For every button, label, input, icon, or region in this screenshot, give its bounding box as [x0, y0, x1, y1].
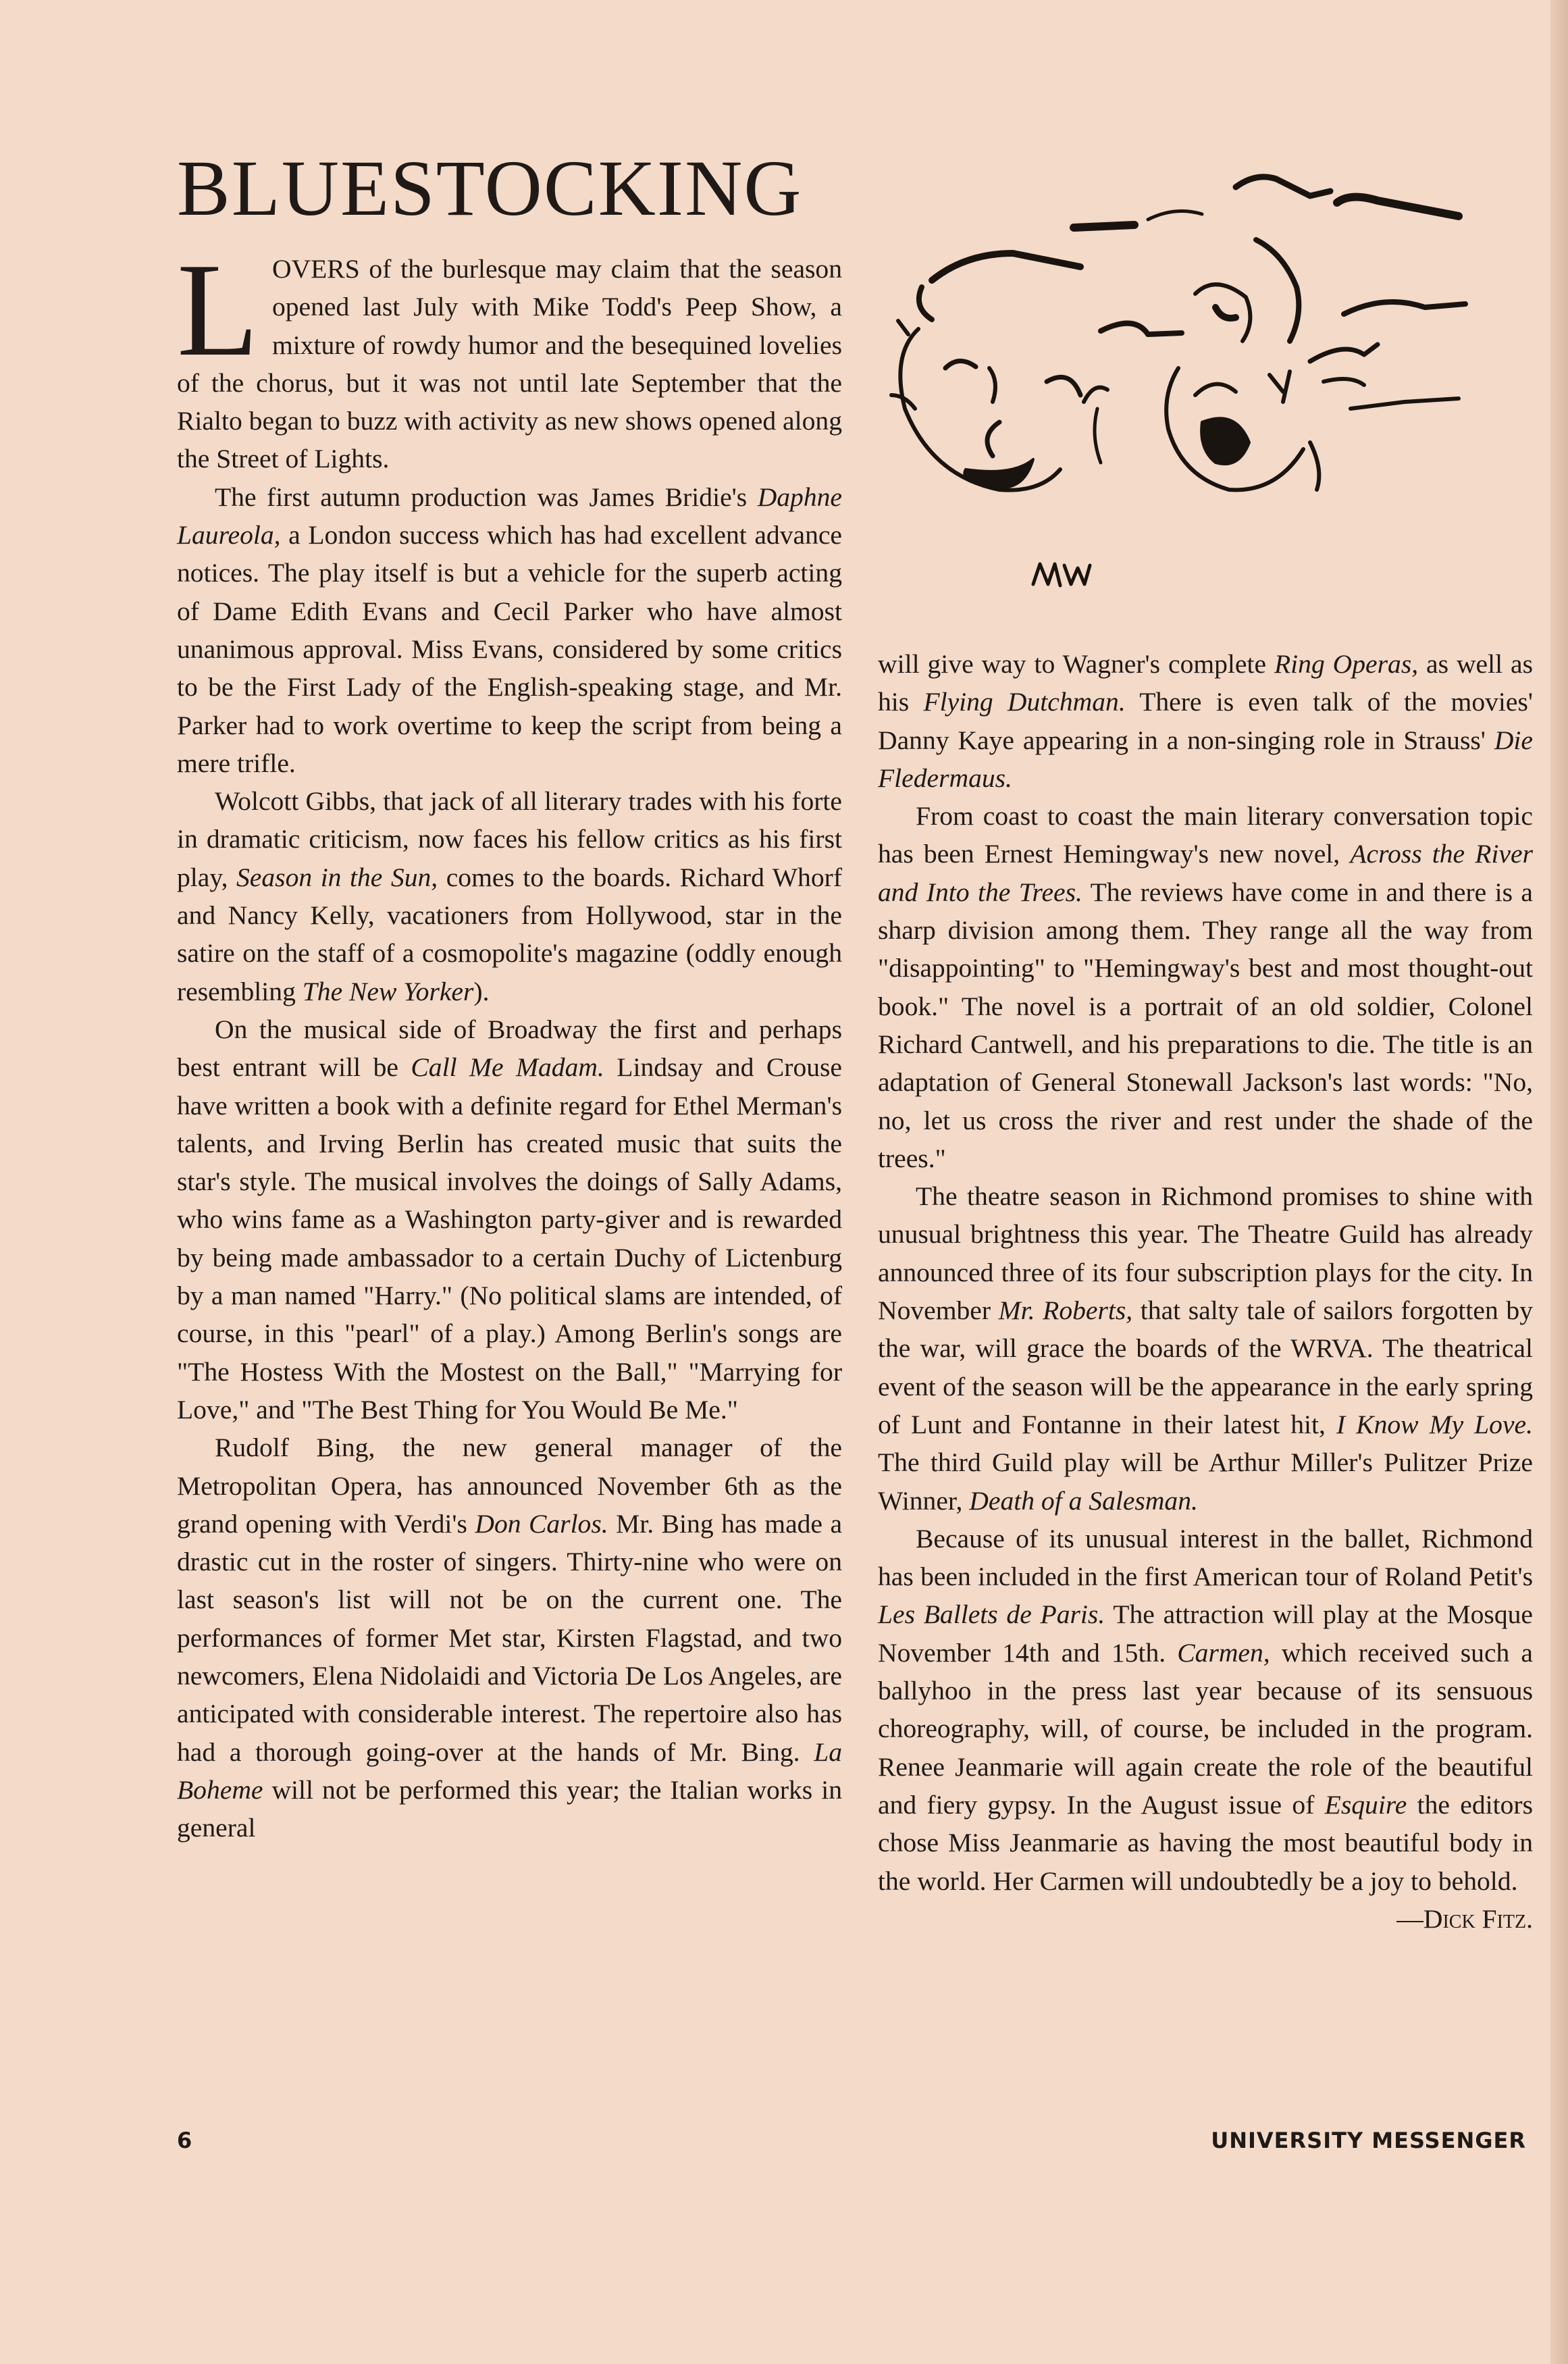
title-across-the-river: Across the River and Into the Trees.: [878, 839, 1533, 907]
left-column: [177, 236, 843, 1847]
paragraph-4: On the musical side of Broadway the first and perhaps best entrant will be Call Me Madam. Lindsay and Crouse have written a book with a definite regard for Ethel Merman's talents, and Irving Berlin has created music that suits the star's style. The musical involves the doings of Sally Adams, who wins fame as a Washington party-giver and is rewarded by being made ambassador to a certain Duchy of Lictenburg by a man named "Harry." (No political slams are intended, of course, in this "pearl" of a play.) Among Berlin's songs are "The Hostess With the Mostest on the Ball," "Marrying for Love," and "The Best Thing for You Would Be Me.": [177, 1014, 842, 1424]
article-title: BLUESTOCKING: [177, 144, 803, 232]
page-edge-shadow: [1550, 0, 1568, 2364]
title-don-carlos: Don Carlos.: [475, 1508, 608, 1539]
title-call-me-madam: Call Me Madam.: [411, 1052, 604, 1083]
paragraph-9: Because of its unusual interest in the ballet, Richmond has been included in the first American tour of Roland Petit's Les Ballets de Paris. The attraction will play at the Mosque November 14th and 15th. Carmen, which received such a ballyhoo in the press last year because of its sensuous choreography, will, of course, be included in the program. Renee Jeanmarie will again create the role of the beautiful and fiery gypsy. In the August issue of Esquire the editors chose Miss Jeanmarie as having the most beautiful body in the world. Her Carmen will undoubtedly be a joy to behold.: [878, 1523, 1533, 1896]
paragraph-1: LOVERS of the burlesque may claim that the season opened last July with Mike Todd's Peep Show, a mixture of rowdy humor and the besequined lovelies of the chorus, but it was not until late September that the Rialto began to buzz with activity as new shows opened along the Street of Lights.: [177, 236, 842, 474]
page-number: 6: [177, 2128, 193, 2153]
title-daphne-laureola: Daphne Laureola,: [177, 482, 842, 550]
paragraph-2: The first autumn production was James Bridie's Daphne Laureola, a London success which has had excellent advance notices. The play itself is but a vehicle for the superb acting of Dame Edith Evans and Cecil Parker who have almost unanimous approval. Miss Evans, considered by some critics to be the First Lady of the English-speaking stage, and Mr. Parker had to work overtime to keep the script from being a mere trifle.: [177, 482, 842, 778]
title-flying-dutchman: Flying Dutchman.: [923, 687, 1126, 717]
title-i-know-my-love: I Know My Love.: [1336, 1409, 1533, 1439]
paragraph-3: Wolcott Gibbs, that jack of all literary trades with his forte in dramatic criticism, now faces his fellow critics as his first play, Season in the Sun, comes to the boards. Richard Whorf and Nancy Kelly, vacationers from Hollywood, star in the satire on the staff of a cosmopolite's magazine (oddly enough resembling The New Yorker).: [177, 786, 842, 1006]
title-season-in-the-sun: Season in the Sun,: [236, 862, 438, 892]
paragraph-7: From coast to coast the main literary conversation topic has been Ernest Hemingway's new novel, Across the River and Into the Trees. The reviews have come in and there is a sharp division among them. They range all the way from "disappointing" to "Hemingway's best and most thought-out book." The novel is a portrait of an old soldier, Colonel Richard Cantwell, and his preparations to die. The title is an adaptation of General Stonewall Jackson's last words: "No, no, let us cross the river and rest under the shade of the trees.": [878, 801, 1533, 1173]
title-carmen: Carmen,: [1177, 1637, 1270, 1668]
drop-cap: L: [177, 236, 259, 384]
masks-sketch-icon: [878, 152, 1526, 611]
title-la-boheme: La Boheme: [177, 1737, 842, 1805]
title-les-ballets-de-paris: Les Ballets de Paris.: [878, 1599, 1105, 1630]
theatre-masks-illustration: [878, 152, 1526, 615]
paragraph-6: will give way to Wagner's complete Ring Operas, as well as his Flying Dutchman. There is even talk of the movies' Danny Kaye appearing in a non-singing role in Strauss' Die Fledermaus.: [878, 649, 1534, 793]
title-mr-roberts: Mr. Roberts,: [998, 1295, 1133, 1326]
paragraph-5: Rudolf Bing, the new general manager of the Metropolitan Opera, has announced November 6th as the grand opening with Verdi's Don Carlos. Mr. Bing has made a drastic cut in the roster of singers. Thirty-nine who were on last season's list will not be on the current one. The performances of former Met star, Kirsten Flagstad, and two newcomers, Elena Nidolaidi and Victoria De Los Angeles, are anticipated with considerable interest. The repertoire also has had a thorough going-over at the hands of Mr. Bing. La Boheme will not be performed this year; the Italian works in general: [177, 1433, 843, 1843]
author-signature: —Dick Fitz.: [1396, 1903, 1533, 1934]
paragraph-8: The theatre season in Richmond promises to shine with unusual brightness this year. The Theatre Guild has already announced three of its four subscription plays for the city. In November Mr. Roberts, that salty tale of sailors forgotten by the war, will grace the boards of the WRVA. The theatrical event of the season will be the appearance in the early spring of Lunt and Fontanne in their latest hit, I Know My Love. The third Guild play will be Arthur Miller's Pulitzer Prize Winner, Death of a Salesman.: [878, 1181, 1533, 1516]
right-column: [878, 645, 1533, 1938]
publication-name: UNIVERSITY MESSENGER: [1211, 2128, 1526, 2153]
title-die-fledermaus: Die Fledermaus.: [878, 725, 1533, 793]
title-death-of-a-salesman: Death of a Salesman.: [969, 1485, 1198, 1516]
title-the-new-yorker: The New Yorker: [302, 976, 474, 1006]
title-esquire: Esquire: [1324, 1789, 1407, 1820]
title-ring-operas: Ring Operas,: [1274, 649, 1419, 679]
